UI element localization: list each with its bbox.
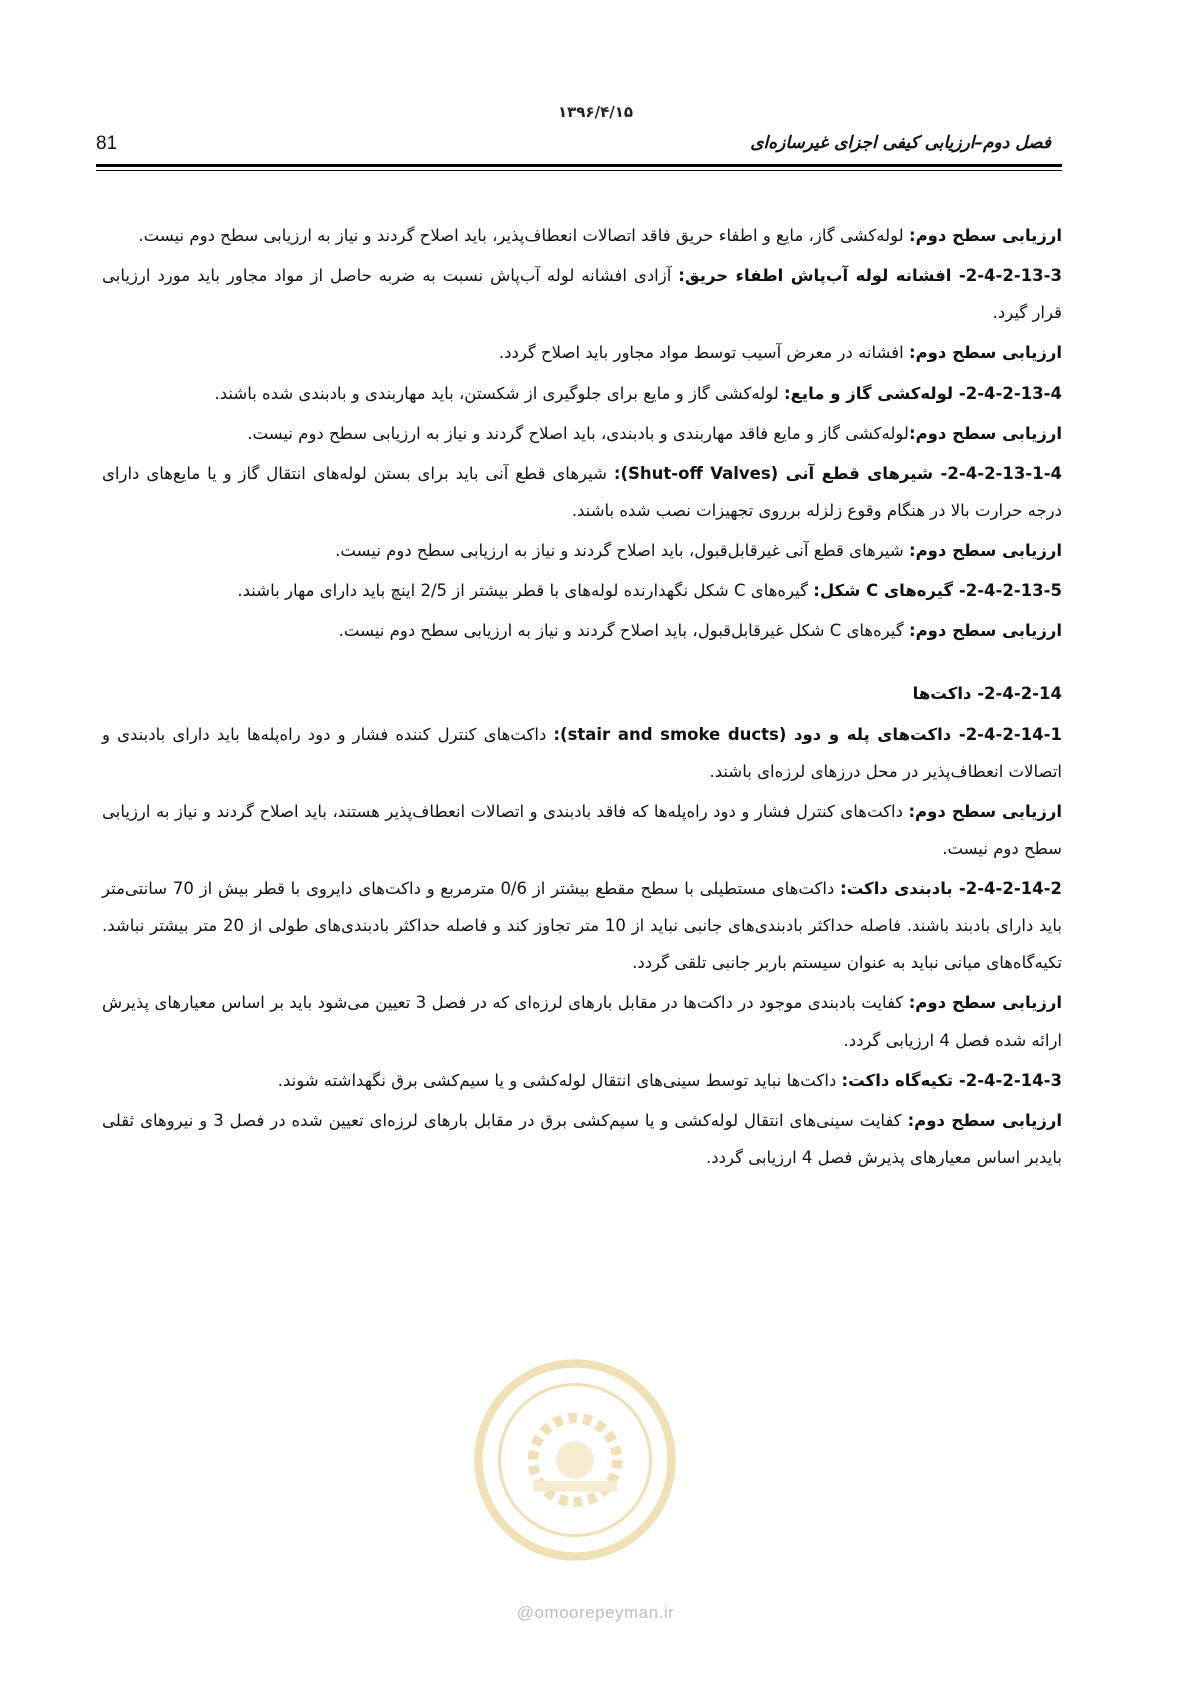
paragraph-heading: ارزیابی سطح دوم: xyxy=(908,993,1063,1013)
header-rule-thin xyxy=(96,170,1062,171)
section-heading: 2-4-2-14- داکت‌ها xyxy=(912,684,1062,704)
paragraph-text: لوله‌کشی گاز، مایع و اطفاء حریق فاقد اتصالات انعطاف‌پذیر، باید اصلاح گردند و نیاز به ارزیابی سطح دوم نیست. xyxy=(138,226,909,245)
watermark-seal-icon xyxy=(470,1355,680,1565)
paragraph xyxy=(102,793,1062,867)
paragraph-heading: ارزیابی سطح دوم: xyxy=(908,621,1062,641)
paragraph-heading: ارزیابی سطح دوم: xyxy=(908,343,1062,363)
paragraph-text: داکت‌های مستطیلی با سطح مقطع بیشتر از 0/6 مترمربع و داکت‌های دایروی با قطر بیش از 70 سانتی‌متر باید دارای بادبند باشند. فاصله حداکثر بادبندی‌های جانبی نباید از 10 متر تجاوز کند و فاصله حداکثر بادبندی‌های طولی از 20 متر بیشتر نباشد. تکیه‌گاه‌های میانی نباید به عنوان سیستم باربر جانبی تلقی گردد. xyxy=(102,879,1062,973)
paragraph-text: لوله‌کشی گاز و مایع فاقد مهاربندی و بادبندی، باید اصلاح گردند و نیاز به ارزیابی سطح دوم نیست. xyxy=(247,423,909,443)
page-number: 81 xyxy=(96,133,118,154)
paragraph-text: آزادی افشانه لوله آب‌پاش نسبت به ضربه حاصل از مواد مجاور باید مورد ارزیابی قرار گیرد. xyxy=(102,266,1062,323)
paragraph-heading: ارزیابی سطح دوم: xyxy=(907,1110,1062,1130)
paragraph xyxy=(102,716,1062,790)
header-rule-thick xyxy=(96,164,1062,167)
paragraph-text: شیرهای قطع آنی باید برای بستن لوله‌های انتقال گاز و یا مایع‌های دارای درجه حرارت بالا در هنگام وقوع زلزله برروی تجهیزات نصب شده باشند. xyxy=(102,463,1062,520)
paragraph xyxy=(102,257,1062,331)
paragraph-heading: ارزیابی سطح دوم: xyxy=(908,423,1062,443)
paragraph xyxy=(102,375,1062,412)
watermark-text: @omoorepeyman.ir xyxy=(516,1603,675,1622)
paragraph xyxy=(102,217,1062,254)
paragraph xyxy=(102,455,1062,529)
paragraph-heading: ارزیابی سطح دوم: xyxy=(908,801,1062,821)
paragraph-text: گیره‌های C شکل غیرقابل‌قبول، باید اصلاح گردند و نیاز به ارزیابی سطح دوم نیست. xyxy=(338,621,909,641)
paragraph-text: گیره‌های C شکل نگهدارنده لوله‌های با قطر بیشتر از 2/5 اینچ باید دارای مهار باشند. xyxy=(237,581,814,601)
paragraph-heading: 2-4-2-14-1- داکت‌های پله و دود (stair and smoke ducts): xyxy=(553,724,1062,744)
paragraph-text: افشانه در معرض آسیب توسط مواد مجاور باید اصلاح گردد. xyxy=(498,343,909,363)
paragraph xyxy=(102,1062,1062,1099)
paragraph xyxy=(102,870,1062,981)
paragraph-heading: 2-4-2-13-3- افشانه لوله آب‌پاش اطفاء حریق: xyxy=(678,266,1062,286)
paragraph-text: کفایت بادبندی موجود در داکت‌ها در مقابل بارهای لرزه‌ای که در فصل 3 تعیین می‌شود باید بر اساس معیارهای پذیرش ارائه شده فصل 4 ارزیابی گردد. xyxy=(102,993,1062,1050)
paragraph xyxy=(102,984,1062,1058)
paragraph-text: لوله‌کشی گاز و مایع برای جلوگیری از شکستن، باید مهاربندی و بادبندی شده باشند. xyxy=(214,383,785,403)
paragraph xyxy=(102,572,1062,609)
paragraph-heading: 2-4-2-13-4- لوله‌کشی گاز و مایع: xyxy=(784,383,1062,403)
paragraph xyxy=(102,1102,1062,1176)
paragraph-text: داکت‌های کنترل فشار و دود راه‌پله‌ها که فاقد بادبندی و اتصالات انعطاف‌پذیر هستند، باید اصلاح گردند و نیاز به ارزیابی سطح دوم نیست. xyxy=(102,801,1062,858)
paragraph xyxy=(102,334,1062,371)
paragraph-heading: 2-4-2-14-2- بادبندی داکت: xyxy=(840,879,1062,898)
paragraph-heading: 2-4-2-14-3- تکیه‌گاه داکت: xyxy=(841,1070,1062,1090)
paragraph-text: کفایت سینی‌های انتقال لوله‌کشی و یا سیم‌کشی برق در مقابل بارهای لرزه‌ای تعیین شده در فصل 3 و نیروهای ثقلی بایدبر اساس معیارهای پذیرش فصل 4 ارزیابی گردد. xyxy=(102,1110,1062,1167)
document-body xyxy=(102,217,1062,1176)
header-date: ۱۳۹۶/۴/۱۵ xyxy=(557,103,634,121)
paragraph-heading: 2-4-2-13-1-4- شیرهای قطع آنی (Shut-off Valves): xyxy=(613,463,1063,483)
paragraph-text: داکت‌های کنترل کننده فشار و دود راه‌پله‌ها باید دارای بادبندی و اتصالات انعطاف‌پذیر در محل درزهای لرزه‌ای باشند. xyxy=(102,724,1062,781)
paragraph xyxy=(102,532,1062,569)
paragraph-heading: ارزیابی سطح دوم: xyxy=(908,226,1062,245)
section-gap xyxy=(102,649,1062,675)
paragraph-text: شیرهای قطع آنی غیرقابل‌قبول، باید اصلاح گردند و نیاز به ارزیابی سطح دوم نیست. xyxy=(335,541,909,560)
paragraph-text: داکت‌ها نباید توسط سینی‌های انتقال لوله‌کشی و یا سیم‌کشی برق نگهداشته شوند. xyxy=(277,1070,842,1090)
paragraph-heading: 2-4-2-13-5- گیره‌های C شکل: xyxy=(813,581,1062,601)
paragraph xyxy=(102,612,1062,649)
paragraph-heading: ارزیابی سطح دوم: xyxy=(908,541,1062,560)
paragraph xyxy=(102,415,1062,452)
chapter-title: فصل دوم–ارزیابی کیفی اجزای غیرسازه‌ای xyxy=(750,133,1051,153)
